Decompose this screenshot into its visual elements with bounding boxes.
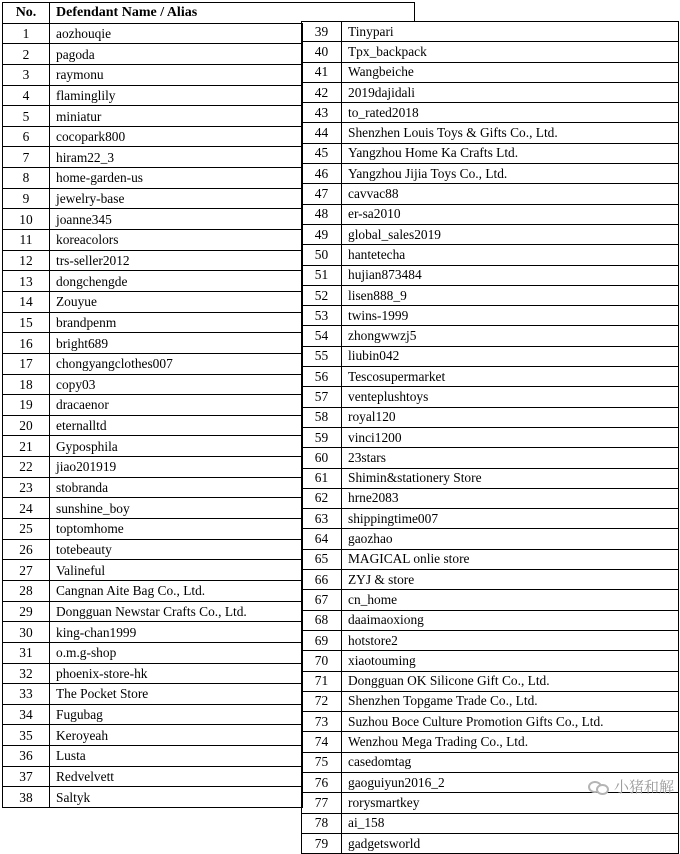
table-row — [302, 732, 679, 752]
table-row — [3, 415, 303, 436]
row-number: 14 — [3, 291, 50, 312]
defendant-name: jewelry-base — [50, 188, 303, 209]
row-number: 20 — [3, 415, 50, 436]
defendant-name: brandpenm — [50, 312, 303, 333]
defendant-name: Yangzhou Jijia Toys Co., Ltd. — [342, 164, 679, 184]
row-number: 73 — [302, 712, 342, 732]
row-number: 8 — [3, 168, 50, 189]
table-row — [302, 752, 679, 772]
row-number: 22 — [3, 457, 50, 478]
row-number: 67 — [302, 590, 342, 610]
table-row — [302, 712, 679, 732]
table-row — [302, 123, 679, 143]
defendant-name: vinci1200 — [342, 427, 679, 447]
defendant-name: aozhouqie — [50, 23, 303, 44]
defendant-name: Shenzhen Topgame Trade Co., Ltd. — [342, 691, 679, 711]
row-number: 62 — [302, 488, 342, 508]
defendant-name: Tpx_backpack — [342, 42, 679, 62]
row-number: 47 — [302, 184, 342, 204]
row-number: 60 — [302, 448, 342, 468]
table-row — [302, 204, 679, 224]
table-row — [302, 103, 679, 123]
table-row — [302, 833, 679, 853]
defendant-name: koreacolors — [50, 230, 303, 251]
defendant-name: rorysmartkey — [342, 793, 679, 813]
header-border-extension — [301, 2, 415, 22]
defendant-name: ZYJ & store — [342, 570, 679, 590]
row-number: 58 — [302, 407, 342, 427]
defendant-name: o.m.g-shop — [50, 642, 303, 663]
table-row — [3, 168, 303, 189]
defendant-name: cn_home — [342, 590, 679, 610]
row-number: 13 — [3, 271, 50, 292]
defendant-name: 23stars — [342, 448, 679, 468]
defendant-name: er-sa2010 — [342, 204, 679, 224]
table-row — [302, 62, 679, 82]
row-number: 79 — [302, 833, 342, 853]
defendant-name: home-garden-us — [50, 168, 303, 189]
defendant-table-right — [301, 21, 679, 854]
defendant-name: 2019dajidali — [342, 82, 679, 102]
defendant-name: xiaotouming — [342, 651, 679, 671]
row-number: 19 — [3, 395, 50, 416]
defendant-name: joanne345 — [50, 209, 303, 230]
table-row — [3, 663, 303, 684]
defendant-name: phoenix-store-hk — [50, 663, 303, 684]
table-row — [302, 367, 679, 387]
row-number: 30 — [3, 622, 50, 643]
table-row — [302, 82, 679, 102]
header-no: No. — [3, 3, 50, 24]
defendant-name: Wangbeiche — [342, 62, 679, 82]
defendant-name: chongyangclothes007 — [50, 353, 303, 374]
defendant-name: to_rated2018 — [342, 103, 679, 123]
row-number: 2 — [3, 44, 50, 65]
row-number: 45 — [302, 143, 342, 163]
table-row — [302, 570, 679, 590]
table-row — [302, 326, 679, 346]
wechat-icon — [588, 779, 610, 795]
row-number: 21 — [3, 436, 50, 457]
row-number: 56 — [302, 367, 342, 387]
defendant-name: dracaenor — [50, 395, 303, 416]
defendant-name: Keroyeah — [50, 725, 303, 746]
row-number: 35 — [3, 725, 50, 746]
row-number: 51 — [302, 265, 342, 285]
defendant-name: gaozhao — [342, 529, 679, 549]
table-row — [302, 651, 679, 671]
row-number: 53 — [302, 306, 342, 326]
row-number: 61 — [302, 468, 342, 488]
defendant-name: cavvac88 — [342, 184, 679, 204]
defendant-name: lisen888_9 — [342, 285, 679, 305]
defendant-name: stobranda — [50, 477, 303, 498]
row-number: 57 — [302, 387, 342, 407]
defendant-name: daaimaoxiong — [342, 610, 679, 630]
table-row — [3, 704, 303, 725]
defendant-name: Suzhou Boce Culture Promotion Gifts Co., Ltd. — [342, 712, 679, 732]
defendant-name: Tinypari — [342, 22, 679, 42]
defendant-name: Tescosupermarket — [342, 367, 679, 387]
row-number: 68 — [302, 610, 342, 630]
defendant-name: shippingtime007 — [342, 509, 679, 529]
row-number: 33 — [3, 684, 50, 705]
table-row — [3, 725, 303, 746]
defendant-name: Dongguan Newstar Crafts Co., Ltd. — [50, 601, 303, 622]
table-row — [3, 126, 303, 147]
table-row — [3, 23, 303, 44]
table-row — [3, 746, 303, 767]
table-row — [302, 387, 679, 407]
table-row — [3, 787, 303, 808]
table-row — [3, 188, 303, 209]
defendant-name: Wenzhou Mega Trading Co., Ltd. — [342, 732, 679, 752]
row-number: 1 — [3, 23, 50, 44]
table-row — [3, 64, 303, 85]
table-row — [302, 549, 679, 569]
header-name: Defendant Name / Alias — [50, 3, 303, 24]
row-number: 42 — [302, 82, 342, 102]
row-number: 74 — [302, 732, 342, 752]
row-number: 16 — [3, 333, 50, 354]
defendant-name: Shenzhen Louis Toys & Gifts Co., Ltd. — [342, 123, 679, 143]
row-number: 7 — [3, 147, 50, 168]
row-number: 25 — [3, 519, 50, 540]
defendant-name: toptomhome — [50, 519, 303, 540]
defendant-name: Cangnan Aite Bag Co., Ltd. — [50, 580, 303, 601]
table-row — [302, 691, 679, 711]
watermark-text: 小猪和解 — [613, 778, 674, 796]
defendant-name: jiao201919 — [50, 457, 303, 478]
table-row — [3, 312, 303, 333]
table-row — [3, 395, 303, 416]
table-row — [3, 147, 303, 168]
defendant-name: totebeauty — [50, 539, 303, 560]
row-number: 63 — [302, 509, 342, 529]
row-number: 37 — [3, 766, 50, 787]
table-row — [302, 224, 679, 244]
defendant-name: bright689 — [50, 333, 303, 354]
row-number: 31 — [3, 642, 50, 663]
table-row — [302, 143, 679, 163]
row-number: 29 — [3, 601, 50, 622]
defendant-name: hiram22_3 — [50, 147, 303, 168]
row-number: 40 — [302, 42, 342, 62]
defendant-name: Redvelvett — [50, 766, 303, 787]
table-row — [3, 519, 303, 540]
row-number: 75 — [302, 752, 342, 772]
defendant-name: ai_158 — [342, 813, 679, 833]
table-row — [302, 22, 679, 42]
row-number: 41 — [302, 62, 342, 82]
row-number: 36 — [3, 746, 50, 767]
table-row — [302, 184, 679, 204]
row-number: 70 — [302, 651, 342, 671]
defendant-name: Lusta — [50, 746, 303, 767]
table-row — [302, 448, 679, 468]
table-row — [3, 436, 303, 457]
row-number: 76 — [302, 772, 342, 792]
row-number: 17 — [3, 353, 50, 374]
table-row — [302, 265, 679, 285]
table-row — [302, 671, 679, 691]
table-row — [302, 407, 679, 427]
defendant-name: pagoda — [50, 44, 303, 65]
defendant-name: Zouyue — [50, 291, 303, 312]
defendant-name: miniatur — [50, 106, 303, 127]
table-row — [3, 601, 303, 622]
defendant-name: cocopark800 — [50, 126, 303, 147]
table-row — [3, 642, 303, 663]
defendant-name: Gyposphila — [50, 436, 303, 457]
defendant-name: hotstore2 — [342, 630, 679, 650]
row-number: 26 — [3, 539, 50, 560]
row-number: 71 — [302, 671, 342, 691]
defendant-name: gadgetsworld — [342, 833, 679, 853]
row-number: 12 — [3, 250, 50, 271]
table-row — [3, 291, 303, 312]
row-number: 72 — [302, 691, 342, 711]
defendant-name: MAGICAL onlie store — [342, 549, 679, 569]
table-row — [3, 106, 303, 127]
table-row — [302, 610, 679, 630]
row-number: 6 — [3, 126, 50, 147]
defendant-name: Dongguan OK Silicone Gift Co., Ltd. — [342, 671, 679, 691]
row-number: 34 — [3, 704, 50, 725]
table-row — [3, 477, 303, 498]
defendant-name: casedomtag — [342, 752, 679, 772]
table-row — [3, 580, 303, 601]
defendant-name: zhongwwzj5 — [342, 326, 679, 346]
row-number: 28 — [3, 580, 50, 601]
row-number: 43 — [302, 103, 342, 123]
row-number: 55 — [302, 346, 342, 366]
table-row — [3, 374, 303, 395]
defendant-name: Yangzhou Home Ka Crafts Ltd. — [342, 143, 679, 163]
defendant-name: copy03 — [50, 374, 303, 395]
row-number: 10 — [3, 209, 50, 230]
row-number: 24 — [3, 498, 50, 519]
table-row — [3, 684, 303, 705]
table-row — [3, 766, 303, 787]
table-row — [3, 271, 303, 292]
defendant-name: royal120 — [342, 407, 679, 427]
table-row — [302, 630, 679, 650]
defendant-name: Saltyk — [50, 787, 303, 808]
table-row — [302, 346, 679, 366]
defendant-name: king-chan1999 — [50, 622, 303, 643]
row-number: 5 — [3, 106, 50, 127]
defendant-name: gaoguiyun2016_2 — [342, 772, 679, 792]
row-number: 64 — [302, 529, 342, 549]
row-number: 46 — [302, 164, 342, 184]
table-row — [3, 539, 303, 560]
table-row — [3, 250, 303, 271]
table-row — [302, 813, 679, 833]
row-number: 39 — [302, 22, 342, 42]
row-number: 69 — [302, 630, 342, 650]
defendant-name: liubin042 — [342, 346, 679, 366]
defendant-name: trs-seller2012 — [50, 250, 303, 271]
defendant-name: eternalltd — [50, 415, 303, 436]
table-row — [3, 353, 303, 374]
watermark — [588, 776, 674, 797]
row-number: 66 — [302, 570, 342, 590]
row-number: 65 — [302, 549, 342, 569]
defendant-name: hantetecha — [342, 245, 679, 265]
defendant-name: The Pocket Store — [50, 684, 303, 705]
table-header-row — [3, 3, 303, 24]
row-number: 18 — [3, 374, 50, 395]
row-number: 15 — [3, 312, 50, 333]
row-number: 11 — [3, 230, 50, 251]
defendant-name: Fugubag — [50, 704, 303, 725]
table-row — [3, 560, 303, 581]
row-number: 4 — [3, 85, 50, 106]
row-number: 44 — [302, 123, 342, 143]
row-number: 38 — [3, 787, 50, 808]
table-row — [3, 209, 303, 230]
defendant-name: global_sales2019 — [342, 224, 679, 244]
table-row — [302, 245, 679, 265]
table-row — [3, 85, 303, 106]
table-row — [302, 164, 679, 184]
defendant-name: twins-1999 — [342, 306, 679, 326]
defendant-name: hujian873484 — [342, 265, 679, 285]
row-number: 49 — [302, 224, 342, 244]
row-number: 3 — [3, 64, 50, 85]
table-row — [3, 333, 303, 354]
table-row — [3, 44, 303, 65]
defendant-name: raymonu — [50, 64, 303, 85]
defendant-name: sunshine_boy — [50, 498, 303, 519]
row-number: 48 — [302, 204, 342, 224]
defendant-name: dongchengde — [50, 271, 303, 292]
row-number: 54 — [302, 326, 342, 346]
row-number: 50 — [302, 245, 342, 265]
defendant-name: venteplushtoys — [342, 387, 679, 407]
row-number: 27 — [3, 560, 50, 581]
table-row — [3, 622, 303, 643]
row-number: 77 — [302, 793, 342, 813]
row-number: 9 — [3, 188, 50, 209]
table-row — [3, 498, 303, 519]
row-number: 32 — [3, 663, 50, 684]
defendant-name: flaminglily — [50, 85, 303, 106]
table-row — [3, 457, 303, 478]
table-row — [302, 42, 679, 62]
table-row — [302, 590, 679, 610]
defendant-name: hrne2083 — [342, 488, 679, 508]
table-row — [302, 509, 679, 529]
row-number: 52 — [302, 285, 342, 305]
defendant-name: Valineful — [50, 560, 303, 581]
table-row — [3, 230, 303, 251]
table-row — [302, 306, 679, 326]
row-number: 23 — [3, 477, 50, 498]
defendant-name: Shimin&stationery Store — [342, 468, 679, 488]
defendant-table-left — [2, 2, 303, 808]
table-row — [302, 488, 679, 508]
table-row — [302, 468, 679, 488]
table-row — [302, 427, 679, 447]
table-row — [302, 285, 679, 305]
row-number: 78 — [302, 813, 342, 833]
table-row — [302, 529, 679, 549]
row-number: 59 — [302, 427, 342, 447]
